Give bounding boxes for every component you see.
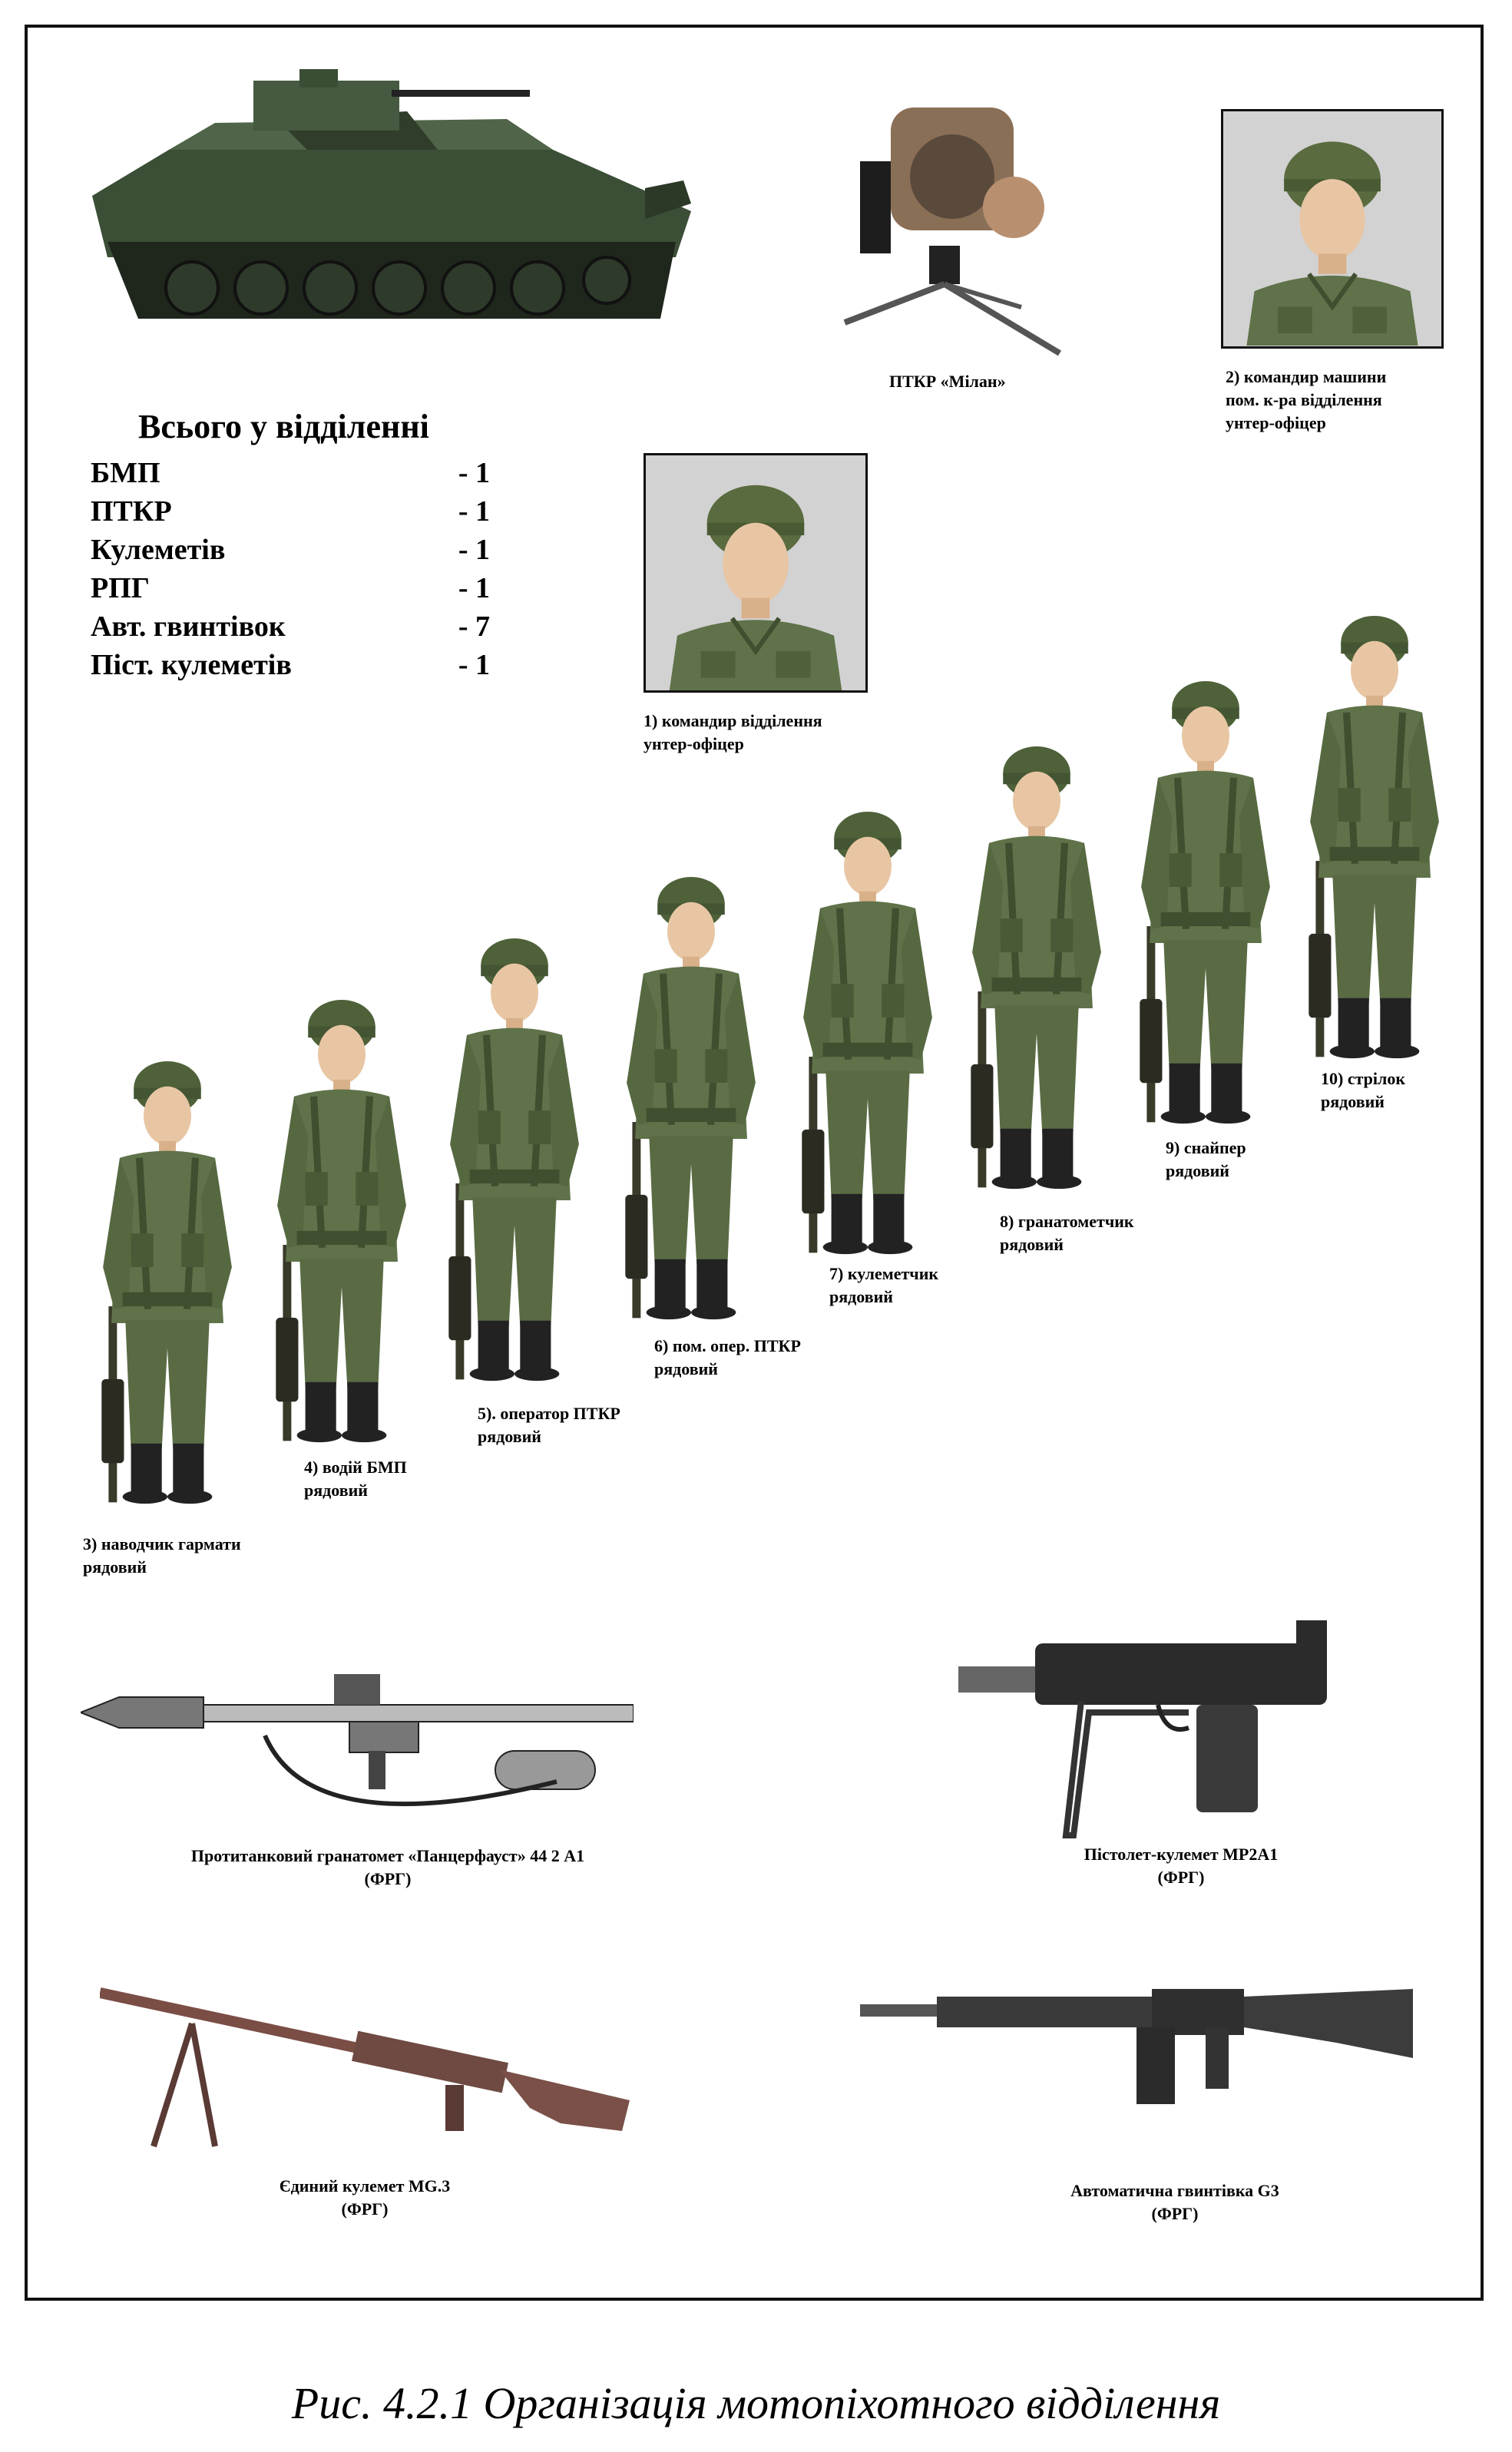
figure-caption: Рис. 4.2.1 Організація мотопіхотного відділення [291,2378,1221,2428]
soldier-figure [1121,649,1290,1125]
summary-value: - 1 [458,649,490,681]
summary-row [91,533,490,571]
crew-caption-4: 4) водій БМП рядовий [304,1458,407,1500]
summary-value: - 1 [458,457,490,489]
mp2a1-caption: Пістолет-кулемет МР2А1 (ФРГ) [1084,1845,1279,1887]
soldier-figure [607,845,776,1321]
summary-row [91,456,490,495]
summary-value: - 1 [458,534,490,566]
squad-leader-portrait [644,453,868,693]
soldier-figure [1290,584,1459,1060]
summary-label: Кулеметів [91,534,226,566]
summary-label: РПГ [91,572,150,604]
summary-label: Піст. кулеметів [91,649,292,681]
summary-label: БМП [91,457,160,489]
mp2a1-image [958,1613,1388,1843]
summary-value: - 1 [458,495,490,528]
summary-title: Всього у відділенні [138,408,429,445]
milan-caption: ПТКР «Мілан» [889,372,1006,391]
summary-value: - 7 [458,611,490,643]
panzerfaust-image [81,1666,634,1843]
mg3-image [100,1977,637,2208]
summary-row [91,610,490,648]
ifv-image [77,65,706,349]
vehicle-commander-portrait [1221,109,1444,349]
crew-caption-10: 10) стрілок рядовий [1321,1069,1406,1111]
panzerfaust-caption: Протитанковий гранатомет «Панцерфауст» 44 2 А1 (ФРГ) [190,1846,585,1888]
crew-caption-9: 9) снайпер рядовий [1166,1138,1246,1180]
crew-caption-3: 3) наводчик гармати рядовий [83,1534,241,1577]
crew-caption-6: 6) пом. опер. ПТКР рядовий [654,1336,801,1378]
summary-label: Авт. гвинтівок [91,611,286,643]
crew-caption-7: 7) кулеметчик рядовий [829,1264,939,1306]
summary-row [91,571,490,610]
crew-caption-1: 1) командир відділення унтер-офіцер [644,711,822,753]
crew-caption-2: 2) командир машини пом. к-ра відділення унтер-офіцер [1226,367,1387,432]
summary-value: - 1 [458,572,490,604]
crew-caption-8: 8) гранатометчик рядовий [1000,1212,1134,1254]
soldier-figure [952,714,1121,1190]
summary-row [91,648,490,687]
crew-caption-5: 5). оператор ПТКР рядовий [478,1404,620,1446]
summary-row [91,495,490,533]
soldier-figure [783,779,952,1256]
g3-image [860,1974,1421,2119]
milan-atgm-image [829,92,1090,369]
soldier-figure [83,1029,252,1505]
summary-label: ПТКР [91,495,172,528]
soldier-figure [257,968,426,1444]
mg3-caption: Єдиний кулемет MG.3 (ФРГ) [279,2176,451,2219]
g3-caption: Автоматична гвинтівка G3 (ФРГ) [1070,2181,1279,2223]
soldier-figure [430,906,599,1382]
